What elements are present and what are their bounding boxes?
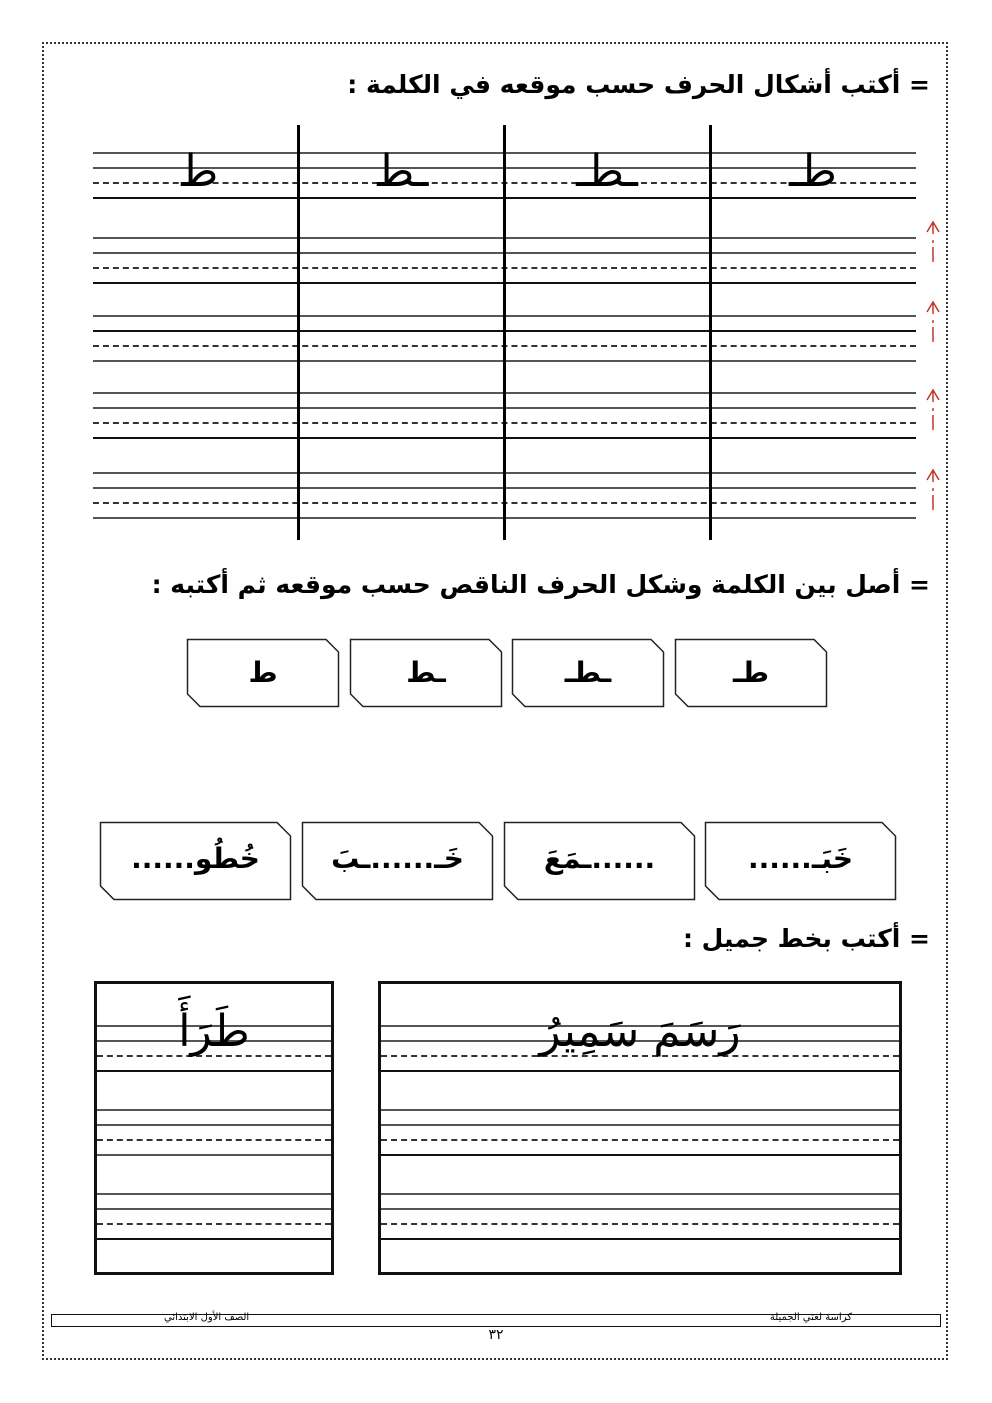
red-up-arrow-icon (925, 300, 941, 345)
incomplete-word: ......ـمَعَ (543, 842, 656, 875)
column-divider (503, 125, 506, 540)
grade-label: الصف الأول الابتدائي (164, 1312, 250, 1323)
model-letter-isolated: ط (177, 146, 219, 197)
ruled-line (97, 1124, 331, 1126)
letter-form-text: ط (248, 656, 278, 689)
ruled-line (97, 1193, 331, 1195)
incomplete-word: خَـ......ـبَ (331, 842, 464, 875)
red-up-arrow-icon (925, 220, 941, 265)
model-letter-initial: طـ (789, 146, 837, 197)
baseline-dashed (97, 1139, 331, 1141)
handwriting-box-left[interactable] (94, 981, 334, 1275)
word-box-2[interactable] (301, 821, 494, 901)
word-box-1[interactable] (99, 821, 292, 901)
letter-form-text: طـ (733, 656, 769, 689)
ruled-line (381, 1238, 899, 1240)
ruled-line (381, 1124, 899, 1126)
ruled-line (381, 1154, 899, 1156)
letter-forms-grid (93, 125, 916, 540)
ruled-line (381, 1070, 899, 1072)
ruled-line (97, 1154, 331, 1156)
footer-bar (51, 1314, 941, 1327)
red-up-arrow-icon (925, 388, 941, 433)
red-up-arrow-icon (925, 468, 941, 513)
baseline-dashed (97, 1223, 331, 1225)
section1-heading: = أكتب أشكال الحرف حسب موقعه في الكلمة : (347, 70, 930, 99)
handwriting-box-right[interactable] (378, 981, 902, 1275)
ruled-line (97, 1070, 331, 1072)
column-divider (709, 125, 712, 540)
ruled-line (97, 1109, 331, 1111)
letter-form-box-final[interactable] (349, 638, 503, 708)
model-sentence: رَسَمَ سَمِيرُ (539, 1006, 741, 1057)
letter-form-box-medial[interactable] (511, 638, 665, 708)
model-word: طَرَأَ (178, 1006, 250, 1057)
incomplete-word: خَبَـ...... (748, 842, 853, 875)
baseline-dashed (381, 1139, 899, 1141)
letter-form-text: ـطـ (564, 656, 612, 689)
word-box-3[interactable] (503, 821, 696, 901)
ruled-line (381, 1208, 899, 1210)
word-box-4[interactable] (704, 821, 897, 901)
workbook-title: كراسة لغتي الجميلة (769, 1312, 852, 1323)
incomplete-word: خُطُو...... (131, 842, 260, 875)
model-letter-final: ـط (373, 146, 429, 197)
ruled-line (381, 1109, 899, 1111)
baseline-dashed (381, 1223, 899, 1225)
letter-form-text: ـط (406, 656, 446, 689)
letter-form-box-initial[interactable] (674, 638, 828, 708)
column-divider (297, 125, 300, 540)
section3-heading: = أكتب بخط جميل : (682, 924, 930, 953)
letter-form-box-isolated[interactable] (186, 638, 340, 708)
model-letter-medial: ـطـ (576, 146, 638, 197)
ruled-line (381, 1193, 899, 1195)
section2-heading: = أصل بين الكلمة وشكل الحرف الناقص حسب موقعه ثم أكتبه : (151, 570, 930, 599)
ruled-line (97, 1208, 331, 1210)
ruled-line (97, 1238, 331, 1240)
page-number: ٣٢ (488, 1327, 504, 1343)
